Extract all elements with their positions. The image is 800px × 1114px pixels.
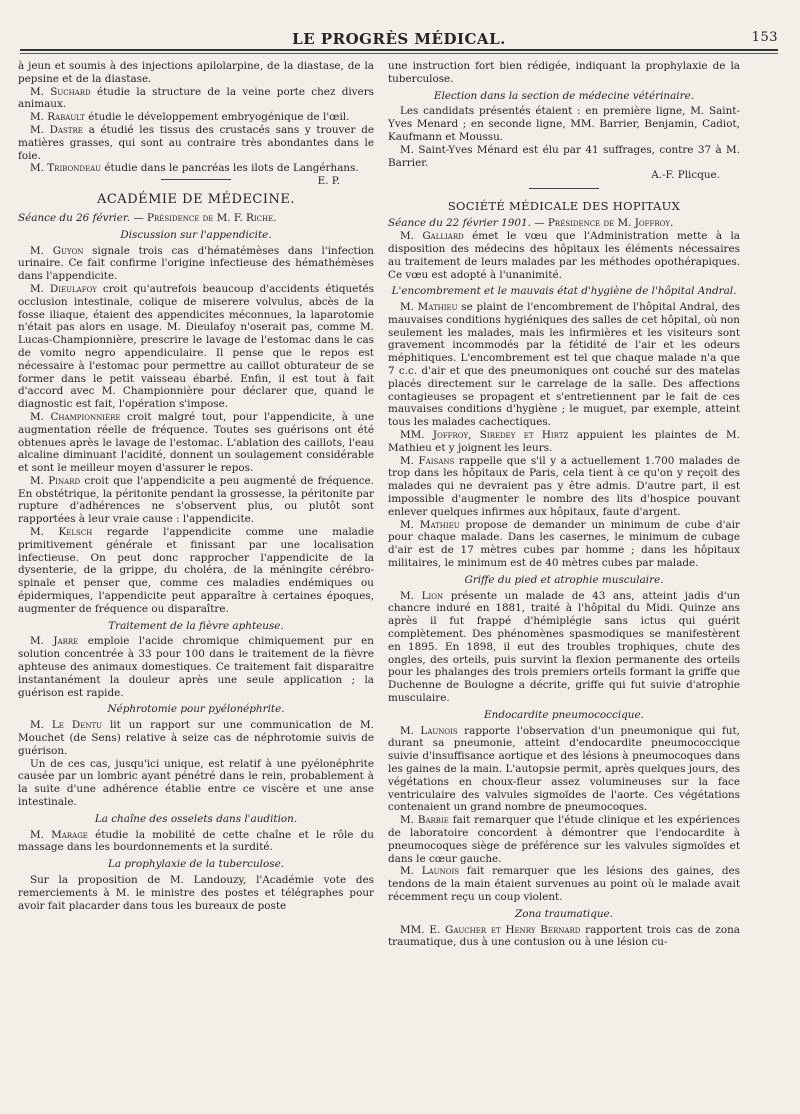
speaker-name: M. Mathieu [400, 301, 458, 314]
speaker-name: M. Faisans [400, 454, 455, 467]
speaker-name: MM. E. Gaucher et Henry Bernard [400, 923, 581, 936]
speaker-name: M. Galliard [400, 230, 464, 243]
paragraph: M. Mathieu propose de demander un minimum de cube d'air pour chaque malade. Dans les casernes, le minimum de cubage d'air est de 17 mètres cubes par homme ; dans les hôpitaux militaires, le minimum est de 40 mètres cubes par malade. [388, 518, 740, 570]
speaker-name: M. Kelsch [30, 526, 93, 539]
paragraph: M. Lion présente un malade de 43 ans, atteint jadis d'un chancre induré en 1881, traité à l'hôpital du Midi. Quinze ans après il fut frappé d'hémiplégie sans ictus qui guérit complètement. Des phénomènes spasmodiques se manifestèrent en 1895. En 1898, il eut des troubles trophiques, chute des ongles, des orteils, puis survint la flexion permanente des orteils pour les phalanges des trois premiers orteils formant la griffe que Duchenne de Boulogne a décrite, griffe qui fut suivie d'atrophie musculaire. [388, 589, 740, 704]
paragraph: M. Le Dentu lit un rapport sur une communication de M. Mouchet (de Sens) relative à seize cas de néphrotomie suivis de guérison. [18, 719, 374, 757]
paragraph: M. Saint-Yves Ménard est élu par 41 suffrages, contre 37 à M. Barrier. [388, 143, 740, 169]
paragraph: M. Championnière croit malgré tout, pour l'appendicite, à une augmentation réelle de fréquence. Toutes ses guérisons ont été obtenues après le lavage de l'estomac. L'ablation des caillots, l'eau alcaline diminuant l'acidité, donnent un soulagement considérable et sont le meilleur moyen d'assurer le repos. [18, 410, 374, 475]
paragraph: M. Galliard émet le vœu que l'Administration mette à la disposition des médecins des hôpitaux les éléments nécessaires au traitement de leurs malades par les méthodes opothérapiques. Ce vœu est adopté à l'unanimité. [388, 230, 740, 281]
author-signature: E. P. [317, 175, 340, 188]
paragraph: M. Dastre a étudié les tissus des crustacés sans y trouver de matières grasses, qui sont au contraire très abondantes dans le foie. [18, 123, 374, 162]
section-divider [161, 179, 231, 180]
section-heading: SOCIÉTÉ MÉDICALE DES HOPITAUX [447, 199, 681, 214]
paragraph: M. Launois rapporte l'observation d'un pneumonique qui fut, durant sa pneumonie, atteint d'endocardite pneumococcique suivie d'insuffisance aortique et des lésions à pneumocoques dans les gaines de la main. L'autopsie permit, après quelques jours, des végétations en choux-fleur assez volumineuses sur la face ventriculaire des valvules sigmoïdes de l'aorte. Ces végétations contenaient un grand nombre de pneumocoques. [388, 724, 740, 814]
subheading: Traitement de la fièvre aphteuse. [108, 619, 284, 632]
paragraph: M. Launois fait remarquer que les lésions des gaines, des tendons de la main étaient survenues au point où le malade avait récemment reçu un coup violent. [388, 865, 740, 903]
paragraph: M. Kelsch regarde l'appendicite comme une maladie primitivement générale et finissant par une localisation infectieuse. On peut donc rapprocher l'appendicite de la dysenterie, de la grippe, du choléra, de la méningite cérébro-spinale et penser que, comme ces maladies endémiques ou épidermiques, l'appendicite peut apparaître à certaines époques, augmenter de fréquence ou disparaître. [18, 526, 374, 615]
right-column [388, 60, 740, 1110]
speaker-name: M. Launois [400, 865, 460, 878]
session-line: Séance du 26 février. — Présidence de M. F. Riche. [18, 211, 277, 224]
paragraph: M. Faisans rappelle que s'il y a actuellement 1.700 malades de trop dans les hôpitaux de Paris, cela tient à ce qu'on y reçoit des malades qui ne devraient pas y être admis. D'autre part, il est impossible d'augmenter le nombre des lits d'hospice pouvant enlever quelques infirmes aux hôpitaux, faute d'argent. [388, 454, 740, 518]
header-rule-thick [20, 49, 778, 51]
subheading: La chaîne des osselets dans l'audition. [94, 812, 298, 825]
session-line: Séance du 22 février 1901. — Présidence de M. Joffroy. [388, 217, 674, 230]
speaker-name: M. Rabault [30, 111, 85, 124]
speaker-name: M. Dieulafoy [30, 282, 97, 295]
speaker-name: M. Launois [400, 724, 458, 737]
speaker-name: M. Le Dentu [30, 719, 103, 732]
speaker-name: M. Jarre [30, 635, 79, 648]
subheading: Zona traumatique. [514, 907, 614, 920]
paragraph: M. Guyon signale trois cas d'hématémèses dans l'infection urinaire. Ce fait confirme l'origine infectieuse des hémathémèses dans l'appendicite. [18, 244, 374, 283]
paragraph: M. Barbie fait remarquer que l'étude clinique et les expériences de laboratoire concordent à démontrer que l'endocardite à pneumocoques siège de préférence sur les valvules sigmoïdes et dans le cœur gauche. [388, 814, 740, 865]
subheading: Néphrotomie pour pyélonéphrite. [107, 703, 285, 716]
paragraph: M. Jarre emploie l'acide chromique chimiquement pur en solution concentrée à 33 pour 100 dans le traitement de la fièvre aphteuse des animaux domestiques. Ce traitement fait disparaitre instantanément la douleur après une seule application ; la guérison est rapide. [18, 635, 374, 699]
subheading: L'encombrement et le mauvais état d'hygiène de l'hôpital Andral. [391, 285, 737, 298]
running-header [20, 30, 778, 48]
paragraph: M. Rabault étudie le développement embryogénique de l'œil. [30, 111, 350, 124]
paragraph: M. Suchard étudie la structure de la veine porte chez divers animaux. [18, 85, 374, 111]
header-rule-thin [20, 53, 778, 54]
paragraph: à jeun et soumis à des injections apilolarpine, de la diastase, de la pepsine et de la diastase. [18, 60, 374, 85]
paragraph: Les candidats présentés étaient : en première ligne, M. Saint-Yves Menard ; en seconde ligne, MM. Barrier, Benjamin, Cadiot, Kaufmann et Moussu. [388, 105, 740, 143]
subheading: Election dans la section de médecine vétérinaire. [433, 89, 695, 102]
speaker-name: M. Lion [400, 589, 444, 602]
paragraph: Un de ces cas, jusqu'ici unique, est relatif à une pyélonéphrite causée par un lombric ayant pénétré dans le rein, probablement à la suite d'une adhérence établie entre ce viscère et une anse intestinale. [18, 757, 374, 809]
paragraph: Sur la proposition de M. Landouzy, l'Académie vote des remerciements à M. le ministre des postes et télégraphes pour avoir fait placarder dans tous les bureaux de poste [18, 874, 374, 912]
paragraph: M. Marage étudie la mobilité de cette chaîne et le rôle du massage dans les bourdonnements et la surdité. [18, 828, 374, 854]
speaker-name: M. Tribondeau [30, 162, 102, 175]
author-signature: A.-F. Plicque. [651, 169, 720, 182]
paragraph: M. Mathieu se plaint de l'encombrement de l'hôpital Andral, des mauvaises conditions hygiéniques des salles de cet hôpital, où non seulement les malades, mais les infirmières et les visiteurs sont gravement incommodés par la fétidité de l'air et les odeurs méphitiques. L'encombrement est tel que chaque malade n'a que 7 c.c. d'air et que des pneumoniques ont couché sur des matelas placés directement sur le carrelage de la salle. Des affections contagieuses se propagent et s'entretiennent par le fait de ces mauvaises conditions d'hygiène ; le muguet, par exemple, atteint tous les malades cachectiques. [388, 301, 740, 429]
paragraph: MM. Joffroy, Siredey et Hirtz appuient les plaintes de M. Mathieu et y joignent les leurs. [388, 429, 740, 454]
speaker-name: M. Pinard [30, 474, 81, 487]
section-divider [529, 188, 599, 189]
speaker-name: M. Dastre [30, 123, 83, 136]
paragraph: une instruction fort bien rédigée, indiquant la prophylaxie de la tuberculose. [388, 60, 740, 85]
left-column [18, 60, 374, 1110]
page-number: 153 [751, 30, 778, 45]
paragraph: MM. E. Gaucher et Henry Bernard rapportent trois cas de zona traumatique, dus à une contusion ou à une lésion cu- [388, 923, 740, 949]
paragraph: M. Pinard croit que l'appendicite a peu augmenté de fréquence. En obstétrique, la péritonite pendant la grossesse, la péritonite par rupture d'adhérences ne s'observent plus, ou plutôt sont rapportées à leur vraie cause : l'appendicite. [18, 474, 374, 526]
subheading: Endocardite pneumococcique. [484, 708, 644, 721]
subheading: La prophylaxie de la tuberculose. [107, 858, 285, 871]
speaker-name: M. Marage [30, 828, 88, 841]
subheading: Discussion sur l'appendicite. [120, 228, 272, 241]
subheading: Griffe du pied et atrophie musculaire. [464, 573, 664, 586]
speaker-name: M. Suchard [30, 85, 91, 98]
speaker-name: M. Guyon [30, 244, 84, 257]
paragraph: M. Dieulafoy croit qu'autrefois beaucoup d'accidents étiquetés occlusion intestinale, colique de miserere volvulus, abcès de la fosse iliaque, étaient des appendicites méconnues, la laparotomie n'était pas alors en usage. M. Dieulafoy n'oserait pas, comme M. Lucas-Championnière, prescrire le lavage de l'estomac dans le cas de vomito negro appendiculaire. Il pense que le repos est nécessaire à l'estomac pour permettre au caillot obturateur de se former dans le petit vaisseau ébarbé. Enfin, il est tout à fait d'accord avec M. Championnière pour déclarer que, quand le diagnostic est fait, l'opération s'impose. [18, 282, 374, 411]
speaker-name: M. Championnière [30, 410, 121, 423]
paragraph: M. Tribondeau étudie dans le pancréas les ilots de Langérhans. [30, 162, 359, 175]
speaker-name: MM. Joffroy, Siredey et Hirtz [400, 429, 569, 442]
speaker-name: M. Mathieu [400, 518, 460, 531]
journal-title: LE PROGRÈS MÉDICAL. [292, 30, 506, 48]
section-heading: ACADÉMIE DE MÉDECINE. [96, 191, 296, 207]
speaker-name: M. Barbie [400, 814, 449, 827]
